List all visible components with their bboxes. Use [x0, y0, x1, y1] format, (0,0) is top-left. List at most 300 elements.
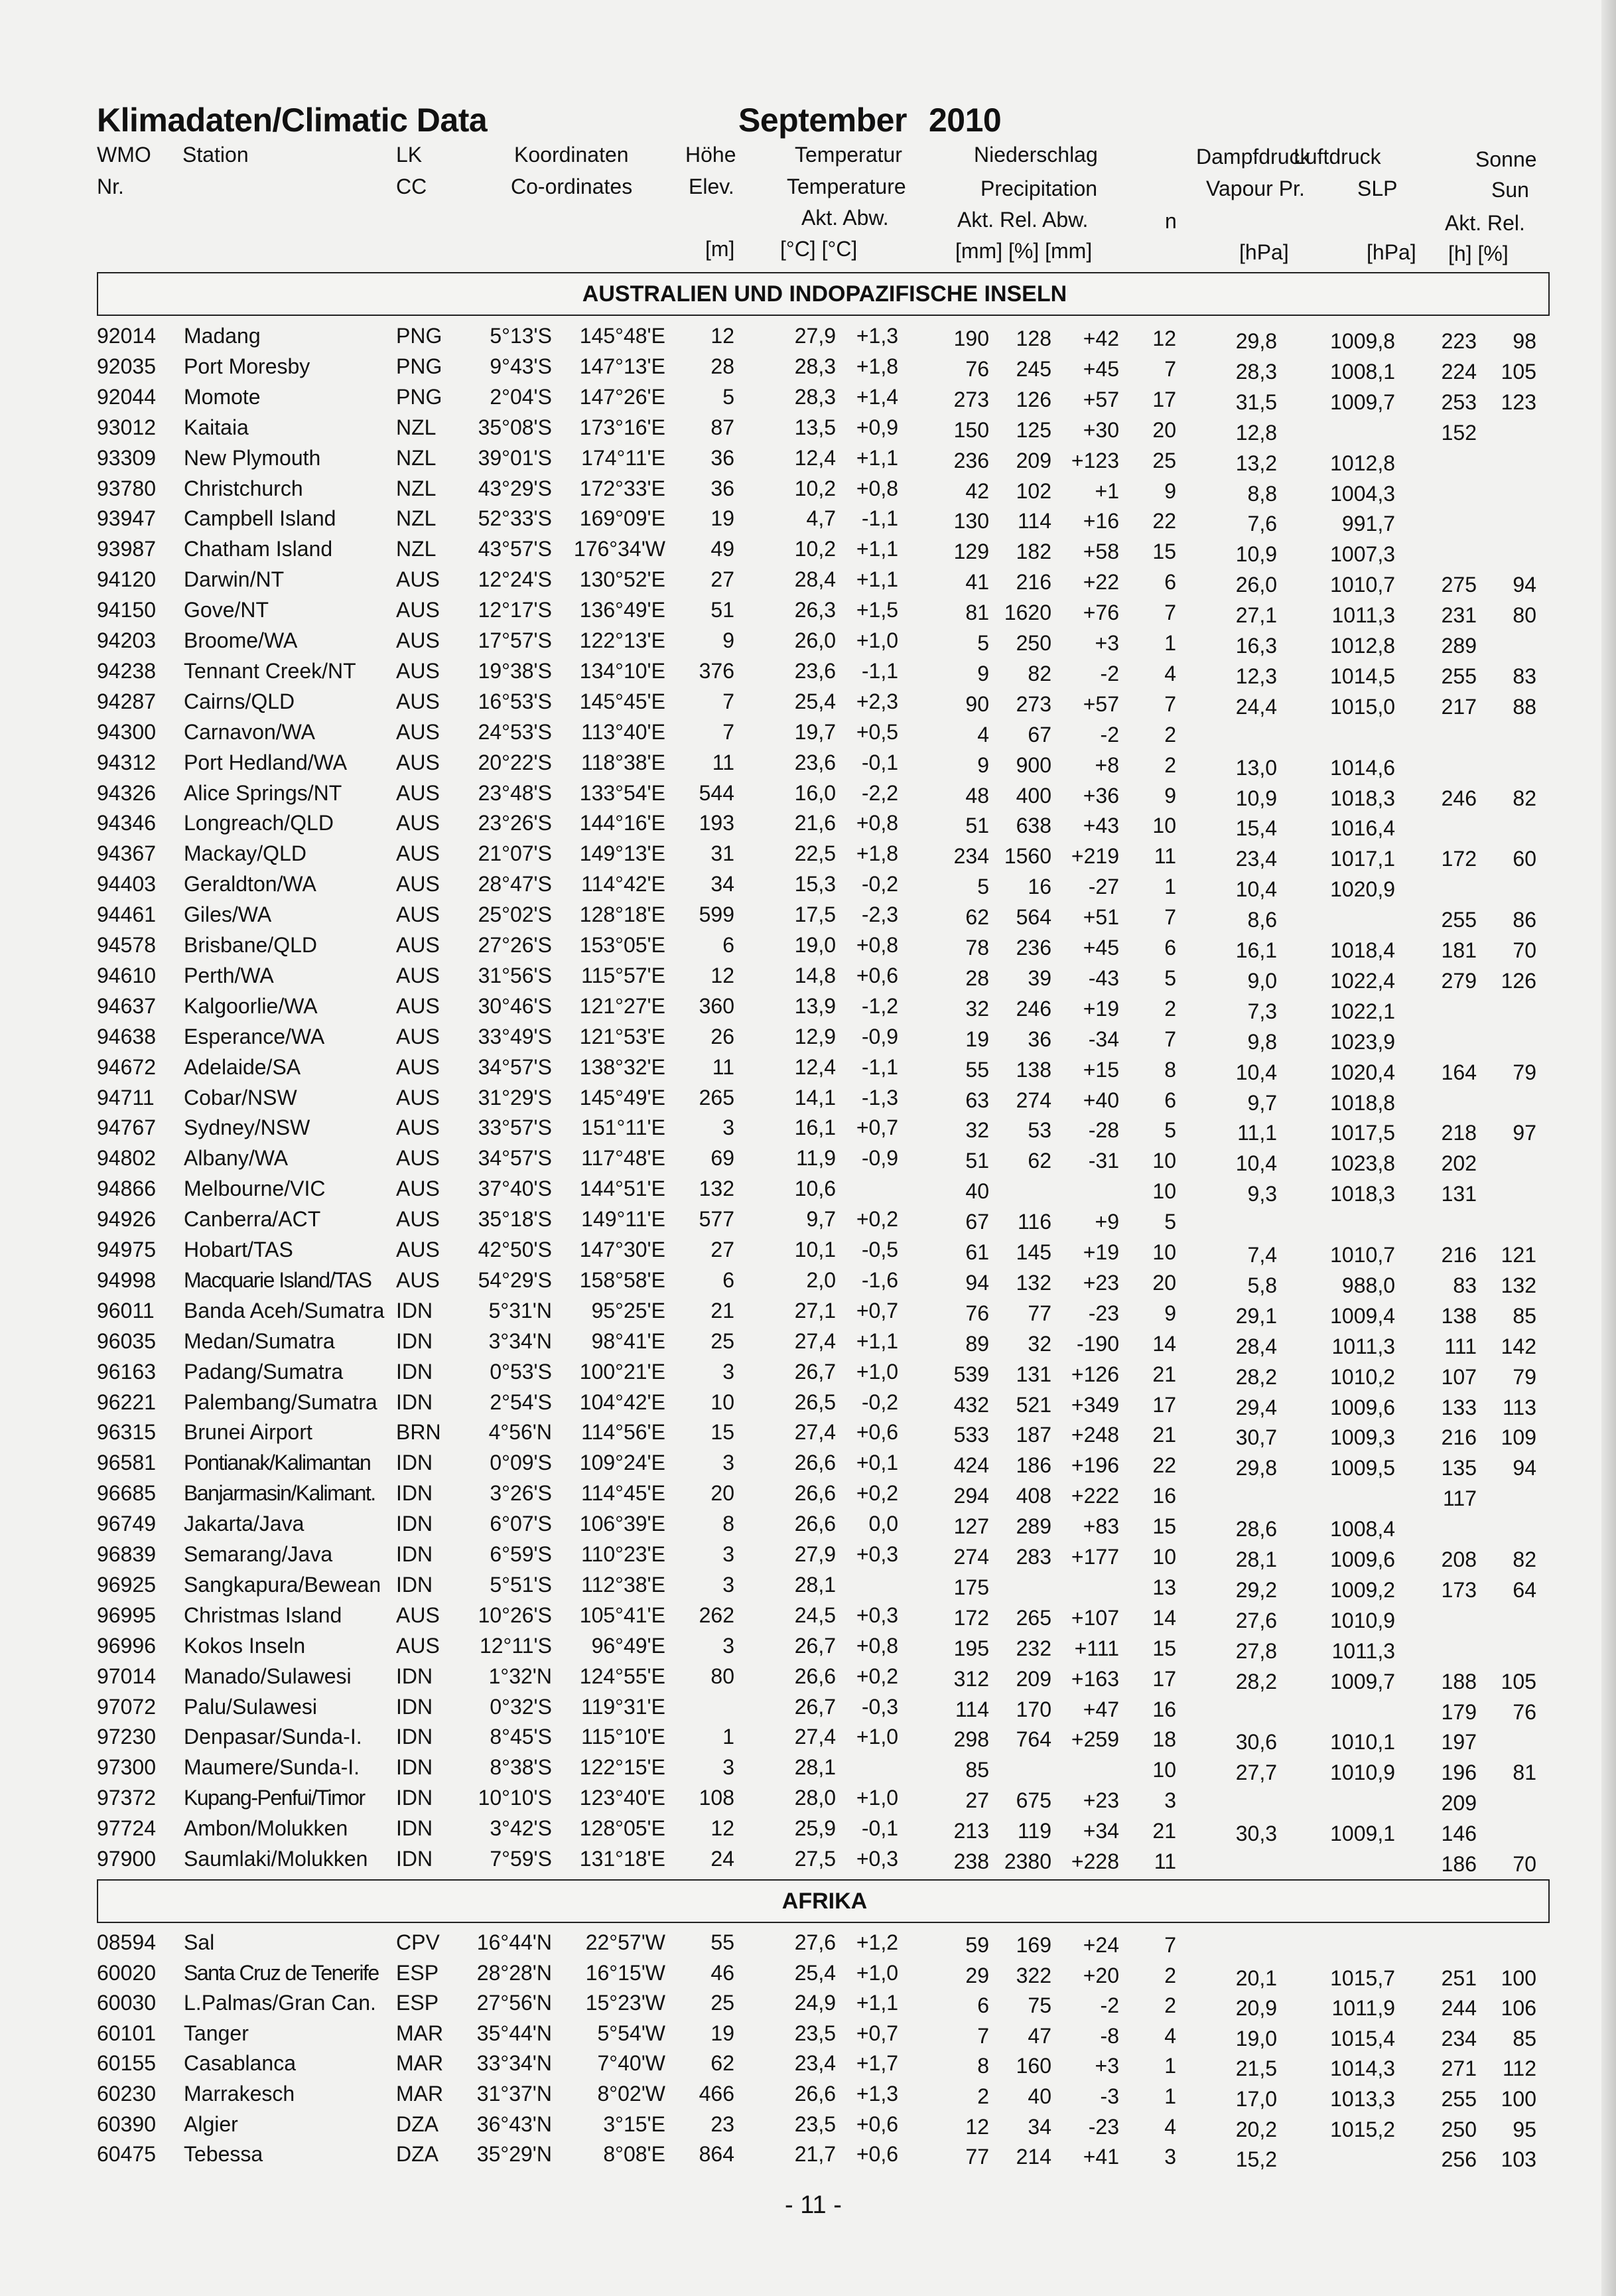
country-code: AUS	[396, 1024, 440, 1048]
temp-actual: 16,1	[794, 1115, 836, 1140]
precip-rel: 245	[1016, 356, 1051, 381]
precip-actual: 236	[953, 448, 989, 472]
country-code: DZA	[396, 2142, 438, 2167]
sunshine-rel: 94	[1513, 1456, 1536, 1480]
station-name: Medan/Sumatra	[184, 1328, 335, 1353]
temp-actual: 26,0	[794, 628, 836, 652]
temp-actual: 26,6	[794, 1481, 836, 1506]
table-row	[0, 810, 1616, 840]
wmo-number: 96925	[97, 1572, 156, 1597]
longitude: 121°53'E	[579, 1024, 665, 1048]
precip-days: 1	[1164, 2054, 1176, 2078]
temp-anomaly: +0,9	[856, 415, 898, 439]
precip-days: 12	[1152, 326, 1176, 350]
latitude: 54°29'S	[478, 1267, 552, 1292]
sea-level-pressure: 1022,4	[1330, 968, 1395, 993]
precip-anom: +107	[1071, 1605, 1119, 1630]
temp-anomaly: +1,3	[856, 2082, 898, 2106]
sea-level-pressure: 1010,7	[1330, 573, 1395, 597]
precip-actual: 533	[953, 1423, 989, 1447]
sea-level-pressure: 1018,3	[1330, 1182, 1395, 1206]
vapour-pressure: 9,3	[1247, 1182, 1277, 1206]
wmo-number: 94998	[97, 1267, 156, 1292]
sea-level-pressure: 1014,5	[1330, 664, 1395, 688]
sunshine-hours: 135	[1441, 1456, 1477, 1480]
latitude: 36°43'N	[476, 2112, 552, 2136]
wmo-number: 60390	[97, 2112, 156, 2136]
sea-level-pressure: 1010,2	[1330, 1364, 1395, 1389]
precip-actual: 2	[977, 2084, 989, 2108]
precip-rel: 209	[1016, 448, 1051, 472]
latitude: 2°04'S	[490, 384, 552, 409]
country-code: IDN	[396, 1816, 433, 1841]
precip-rel: 408	[1016, 1484, 1051, 1508]
table-row	[0, 1297, 1616, 1328]
country-code: AUS	[396, 872, 440, 897]
table-row	[0, 1929, 1616, 1960]
vapour-pressure: 15,2	[1235, 2147, 1277, 2172]
temp-anomaly: +0,2	[856, 1664, 898, 1688]
station-name: Giles/WA	[184, 902, 272, 927]
vapour-pressure: 27,1	[1235, 603, 1277, 628]
sea-level-pressure: 1014,3	[1330, 2056, 1395, 2081]
latitude: 6°07'S	[490, 1512, 552, 1536]
table-row	[0, 2050, 1616, 2080]
sunshine-rel: 126	[1501, 968, 1536, 993]
temp-actual: 13,9	[794, 993, 836, 1018]
col-elev-unit: [m]	[705, 237, 735, 261]
precip-days: 5	[1164, 1118, 1176, 1143]
temp-anomaly: +0,6	[856, 1420, 898, 1445]
temp-anomaly: +1,1	[856, 537, 898, 561]
temp-actual: 25,9	[794, 1816, 836, 1841]
precip-actual: 5	[977, 875, 989, 899]
wmo-number: 94150	[97, 598, 156, 622]
precip-rel: 32	[1028, 1331, 1051, 1356]
precip-rel: 131	[1016, 1362, 1051, 1386]
country-code: BRN	[396, 1420, 441, 1445]
table-row	[0, 1784, 1616, 1815]
temp-anomaly: +0,7	[856, 2021, 898, 2045]
sunshine-rel: 70	[1513, 938, 1536, 962]
elevation: 49	[710, 537, 734, 561]
station-name: Esperance/WA	[184, 1024, 325, 1048]
precip-rel: 160	[1016, 2054, 1051, 2078]
precip-anom: +1	[1095, 478, 1119, 503]
sunshine-rel: 64	[1513, 1577, 1536, 1602]
elevation: 12	[710, 1816, 734, 1841]
sunshine-hours: 179	[1441, 1699, 1477, 1724]
country-code: AUS	[396, 1267, 440, 1292]
station-name: Port Hedland/WA	[184, 750, 348, 774]
country-code: NZL	[396, 506, 437, 531]
elevation: 25	[710, 1328, 734, 1353]
precip-days: 17	[1152, 1666, 1176, 1691]
latitude: 31°37'N	[476, 2082, 552, 2106]
country-code: AUS	[396, 628, 440, 652]
country-code: IDN	[396, 1694, 433, 1719]
table-row	[0, 1754, 1616, 1784]
station-name: Saumlaki/Molukken	[184, 1847, 368, 1871]
precip-days: 10	[1152, 1149, 1176, 1173]
col-cc: CC	[396, 175, 427, 198]
vapour-pressure: 11,1	[1237, 1121, 1277, 1145]
sunshine-hours: 218	[1441, 1121, 1477, 1145]
sunshine-hours: 256	[1441, 2147, 1477, 2172]
precip-actual: 539	[953, 1362, 989, 1386]
sea-level-pressure: 1010,7	[1330, 1243, 1395, 1267]
country-code: IDN	[396, 1542, 433, 1566]
temp-anomaly: -1,1	[861, 506, 898, 531]
station-name: Melbourne/VIC	[184, 1177, 326, 1201]
precip-anom: -34	[1088, 1027, 1119, 1051]
station-name: Adelaide/SA	[184, 1054, 301, 1079]
precip-rel: 283	[1016, 1545, 1051, 1569]
temp-actual: 27,9	[794, 324, 836, 348]
longitude: 114°56'E	[581, 1420, 665, 1445]
sea-level-pressure: 1004,3	[1330, 481, 1395, 506]
sunshine-rel: 79	[1513, 1364, 1536, 1389]
latitude: 28°47'S	[478, 872, 552, 897]
temp-actual: 28,0	[794, 1786, 836, 1810]
temp-actual: 12,4	[794, 445, 836, 470]
station-name: Tanger	[184, 2021, 249, 2045]
vapour-pressure: 27,8	[1235, 1638, 1277, 1663]
country-code: ESP	[396, 1991, 439, 2015]
country-code: AUS	[396, 658, 440, 683]
precip-days: 17	[1152, 1392, 1176, 1417]
col-slp: SLP	[1357, 177, 1398, 200]
station-name: Semarang/Java	[184, 1542, 333, 1566]
temp-anomaly: +0,6	[856, 963, 898, 987]
precip-days: 11	[1154, 844, 1176, 869]
table-row	[0, 1175, 1616, 1206]
country-code: AUS	[396, 1146, 440, 1171]
elevation: 3	[722, 1542, 734, 1566]
elevation: 27	[710, 1238, 734, 1261]
elevation: 544	[699, 780, 734, 805]
sunshine-hours: 196	[1441, 1760, 1477, 1785]
precip-anom: +51	[1083, 905, 1119, 930]
vapour-pressure: 28,1	[1235, 1547, 1277, 1571]
elevation: 46	[710, 1960, 734, 1985]
wmo-number: 94767	[97, 1115, 156, 1140]
table-row	[0, 1693, 1616, 1724]
vapour-pressure: 30,7	[1235, 1425, 1277, 1450]
latitude: 5°31'N	[488, 1298, 552, 1323]
elevation: 3	[722, 1359, 734, 1384]
country-code: AUS	[396, 689, 440, 713]
precip-anom: -3	[1100, 2084, 1119, 2108]
temp-actual: 28,1	[794, 1572, 836, 1597]
elevation: 12	[710, 963, 734, 987]
longitude: 112°38'E	[581, 1572, 665, 1597]
elevation: 36	[710, 445, 734, 470]
sunshine-hours: 216	[1441, 1425, 1477, 1450]
precip-actual: 175	[953, 1575, 989, 1599]
precip-days: 9	[1164, 1301, 1176, 1325]
precip-actual: 48	[965, 783, 989, 808]
precip-actual: 32	[965, 1118, 989, 1143]
col-dampfdruck: Dampfdruck	[1196, 145, 1311, 169]
wmo-number: 96995	[97, 1603, 156, 1627]
elevation: 193	[699, 811, 734, 835]
longitude: 144°16'E	[579, 811, 665, 835]
latitude: 33°57'S	[478, 1115, 552, 1140]
precip-days: 7	[1164, 356, 1176, 381]
sea-level-pressure: 1020,9	[1330, 877, 1395, 902]
country-code: IDN	[396, 1481, 433, 1506]
sunshine-hours: 107	[1441, 1364, 1477, 1389]
table-row	[0, 505, 1616, 536]
precip-days: 22	[1152, 1453, 1176, 1478]
sunshine-rel: 60	[1513, 847, 1536, 871]
wmo-number: 97900	[97, 1847, 156, 1871]
station-name: Palu/Sulawesi	[184, 1694, 317, 1719]
longitude: 95°25'E	[591, 1298, 665, 1323]
vapour-pressure: 7,6	[1247, 512, 1277, 536]
longitude: 100°21'E	[579, 1359, 665, 1384]
precip-days: 1	[1164, 2084, 1176, 2108]
temp-anomaly: -0,2	[861, 872, 898, 897]
precip-actual: 81	[965, 601, 989, 625]
precip-rel: 186	[1016, 1453, 1051, 1478]
sunshine-hours: 216	[1441, 1243, 1477, 1267]
precip-rel: 53	[1028, 1118, 1051, 1143]
wmo-number: 08594	[97, 1930, 156, 1954]
precip-rel: 1560	[1004, 844, 1051, 869]
station-name: Tennant Creek/NT	[184, 658, 356, 683]
col-temperature: Temperature	[787, 175, 906, 198]
temp-anomaly: -0,2	[861, 1390, 898, 1414]
sunshine-hours: 209	[1441, 1791, 1477, 1816]
precip-rel: 764	[1016, 1727, 1051, 1752]
temp-actual: 9,7	[806, 1207, 836, 1232]
precip-days: 9	[1164, 478, 1176, 503]
precip-days: 16	[1152, 1484, 1176, 1508]
temp-anomaly: +1,5	[856, 598, 898, 622]
elevation: 12	[710, 324, 734, 348]
precip-days: 13	[1152, 1575, 1176, 1599]
sea-level-pressure: 1009,5	[1330, 1456, 1395, 1480]
precip-days: 5	[1164, 1210, 1176, 1234]
sea-level-pressure: 1009,7	[1330, 390, 1395, 414]
station-name: Kokos Inseln	[184, 1633, 306, 1658]
country-code: AUS	[396, 1115, 440, 1140]
latitude: 16°53'S	[478, 689, 552, 713]
station-name: Canberra/ACT	[184, 1207, 321, 1232]
temp-actual: 17,5	[794, 902, 836, 927]
sunshine-hours: 271	[1441, 2056, 1477, 2081]
table-row	[0, 932, 1616, 962]
wmo-number: 96221	[97, 1390, 156, 1414]
col-nr: Nr.	[97, 175, 124, 198]
country-code: IDN	[396, 1847, 433, 1871]
country-code: MAR	[396, 2021, 444, 2045]
elevation: 31	[710, 841, 734, 866]
station-name: Banjarmasin/Kalimant.	[184, 1481, 375, 1506]
sea-level-pressure: 1018,4	[1330, 938, 1395, 962]
precip-anom: -8	[1100, 2023, 1119, 2048]
table-row	[0, 2020, 1616, 2050]
longitude: 22°57'W	[585, 1930, 665, 1954]
latitude: 43°57'S	[478, 537, 552, 561]
wmo-number: 92014	[97, 324, 156, 348]
precip-actual: 5	[977, 631, 989, 655]
station-name: Casablanca	[184, 2051, 296, 2076]
precip-days: 2	[1164, 1963, 1176, 1987]
precip-rel: 114	[1017, 509, 1051, 534]
table-row	[0, 871, 1616, 901]
sunshine-hours: 83	[1453, 1273, 1477, 1297]
temp-anomaly: +1,7	[856, 2051, 898, 2076]
sunshine-rel: 86	[1513, 908, 1536, 932]
precip-actual: 59	[965, 1933, 989, 1957]
latitude: 20°22'S	[478, 750, 552, 774]
latitude: 25°02'S	[478, 902, 552, 927]
temp-actual: 27,4	[794, 1328, 836, 1353]
sea-level-pressure: 1015,0	[1330, 694, 1395, 719]
longitude: 149°11'E	[581, 1207, 665, 1232]
sunshine-hours: 279	[1441, 968, 1477, 993]
latitude: 35°29'N	[476, 2142, 552, 2167]
temp-anomaly: -0,3	[861, 1694, 898, 1719]
precip-rel: 182	[1016, 539, 1051, 564]
longitude: 153°05'E	[579, 933, 665, 957]
precip-rel: 119	[1017, 1819, 1051, 1843]
country-code: IDN	[396, 1451, 433, 1475]
precip-days: 11	[1154, 1849, 1176, 1873]
station-name: Padang/Sumatra	[184, 1359, 344, 1384]
longitude: 128°18'E	[579, 902, 665, 927]
precip-days: 15	[1152, 1636, 1176, 1660]
vapour-pressure: 19,0	[1235, 2026, 1277, 2050]
longitude: 138°32'E	[579, 1054, 665, 1079]
elevation: 11	[712, 750, 734, 774]
temp-anomaly: +1,0	[856, 1960, 898, 1985]
vapour-pressure: 30,6	[1235, 1730, 1277, 1755]
precip-actual: 42	[965, 478, 989, 503]
wmo-number: 92035	[97, 354, 156, 378]
temp-anomaly: +1,0	[856, 1359, 898, 1384]
temp-actual: 22,5	[794, 841, 836, 866]
station-name: L.Palmas/Gran Can.	[184, 1991, 376, 2015]
wmo-number: 94403	[97, 872, 156, 897]
precip-actual: 432	[953, 1392, 989, 1417]
precip-anom: -31	[1088, 1149, 1119, 1173]
temp-anomaly: +1,4	[856, 384, 898, 409]
precip-actual: 78	[965, 936, 989, 960]
precip-actual: 238	[953, 1849, 989, 1873]
temp-anomaly: +1,0	[856, 1725, 898, 1749]
precip-rel: 39	[1028, 966, 1051, 990]
elevation: 36	[710, 476, 734, 500]
sea-level-pressure: 988,0	[1341, 1273, 1395, 1297]
precip-anom: +222	[1071, 1484, 1119, 1508]
precip-anom: +177	[1071, 1545, 1119, 1569]
longitude: 118°38'E	[581, 750, 665, 774]
longitude: 123°40'E	[579, 1786, 665, 1810]
latitude: 7°59'S	[490, 1847, 552, 1871]
precip-anom: -190	[1076, 1331, 1119, 1356]
precip-actual: 8	[977, 2054, 989, 2078]
sunshine-hours: 173	[1441, 1577, 1477, 1602]
vapour-pressure: 26,0	[1235, 573, 1277, 597]
precip-rel: 145	[1016, 1240, 1051, 1264]
temp-actual: 16,0	[794, 780, 836, 805]
col-vapour: Vapour Pr.	[1206, 177, 1305, 200]
longitude: 174°11'E	[581, 445, 665, 470]
table-row	[0, 536, 1616, 566]
precip-rel: 67	[1028, 722, 1051, 747]
elevation: 3	[722, 1633, 734, 1658]
longitude: 98°41'E	[591, 1328, 665, 1353]
temp-actual: 26,7	[794, 1359, 836, 1384]
station-name: Hobart/TAS	[184, 1238, 293, 1261]
elevation: 69	[710, 1146, 734, 1171]
precip-days: 20	[1152, 417, 1176, 442]
sea-level-pressure: 1011,9	[1331, 1996, 1395, 2021]
precip-rel: 34	[1028, 2114, 1051, 2139]
precip-days: 20	[1152, 1270, 1176, 1295]
precip-anom: +42	[1083, 326, 1119, 350]
precip-actual: 190	[953, 326, 989, 350]
elevation: 19	[710, 2021, 734, 2045]
temp-actual: 15,3	[794, 872, 836, 897]
wmo-number: 94926	[97, 1207, 156, 1232]
vapour-pressure: 7,3	[1247, 999, 1277, 1023]
table-row	[0, 780, 1616, 810]
col-n: n	[1165, 209, 1177, 233]
precip-actual: 127	[953, 1514, 989, 1539]
sunshine-hours: 117	[1442, 1486, 1477, 1511]
precip-rel: 638	[1016, 814, 1051, 838]
precip-days: 18	[1152, 1727, 1176, 1752]
temp-actual: 2,0	[806, 1267, 836, 1292]
longitude: 147°13'E	[579, 354, 665, 378]
temp-anomaly: -0,9	[861, 1146, 898, 1171]
latitude: 3°42'S	[490, 1816, 552, 1841]
table-row	[0, 1114, 1616, 1145]
precip-actual: 55	[965, 1057, 989, 1082]
latitude: 39°01'S	[478, 445, 552, 470]
wmo-number: 94802	[97, 1146, 156, 1171]
longitude: 122°15'E	[579, 1755, 665, 1780]
precip-anom: +19	[1083, 996, 1119, 1021]
sunshine-rel: 95	[1513, 2117, 1536, 2141]
precip-days: 5	[1164, 966, 1176, 990]
precip-anom: +41	[1083, 2145, 1119, 2169]
temp-actual: 25,4	[794, 689, 836, 713]
precip-days: 22	[1152, 509, 1176, 534]
col-precip-unit: [mm] [%] [mm]	[955, 239, 1093, 263]
latitude: 33°34'N	[476, 2051, 552, 2076]
temp-actual: 28,1	[794, 1755, 836, 1780]
precip-rel: 675	[1016, 1788, 1051, 1813]
table-row	[0, 1389, 1616, 1419]
col-sun-sub: Akt. Rel.	[1445, 211, 1525, 235]
wmo-number: 94637	[97, 993, 156, 1018]
longitude: 8°08'E	[603, 2142, 665, 2167]
precip-days: 17	[1152, 387, 1176, 411]
col-coordinates: Co-ordinates	[511, 175, 633, 198]
country-code: IDN	[396, 1725, 433, 1749]
station-name: Port Moresby	[184, 354, 310, 378]
sea-level-pressure: 1013,3	[1330, 2087, 1395, 2111]
temp-anomaly: +1,1	[856, 1328, 898, 1353]
sunshine-hours: 131	[1441, 1182, 1477, 1206]
precip-actual: 51	[965, 1149, 989, 1173]
